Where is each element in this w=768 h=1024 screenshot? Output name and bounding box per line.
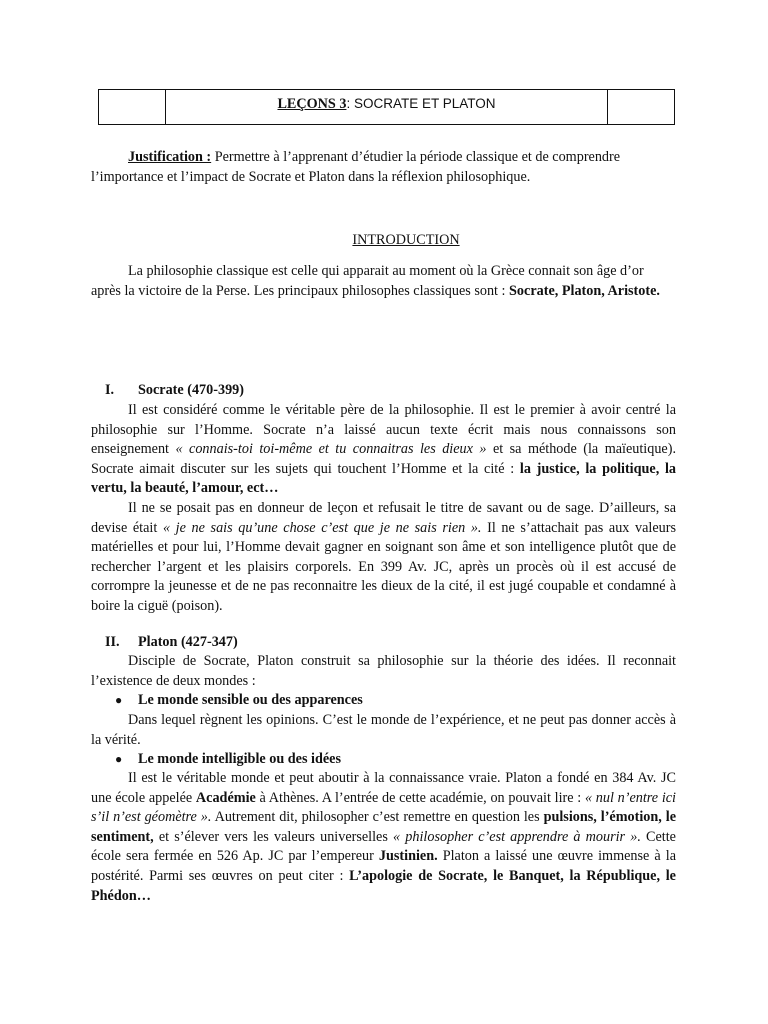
- b2-quote2: « philosopher c’est apprendre à mourir ».: [393, 828, 641, 845]
- title-table: [98, 89, 675, 125]
- title-cell-right: [608, 90, 675, 125]
- bullet-1-title: Le monde sensible ou des apparences: [138, 692, 363, 708]
- justification-label: Justification :: [128, 149, 212, 165]
- bullet-2-title: Le monde intelligible ou des idées: [138, 751, 341, 767]
- s1-p1-b: et sa méthode (la maïeutique). Socrate aimait discuter sur les sujets qui touchent l’Homme et la cité :: [91, 441, 676, 477]
- bullet-2-dot: ●: [115, 752, 123, 766]
- bullet-2-body: [91, 769, 676, 906]
- section-1-number: I.: [105, 382, 115, 398]
- section-1-heading: [105, 381, 244, 401]
- title-cell-left: [99, 90, 166, 125]
- s1-p1-bold: la justice, la politique, la vertu, la beauté, l’amour, ect…: [91, 460, 677, 497]
- s1-p1-quote: « connais-toi toi-même et tu connaitras les dieux »: [175, 441, 487, 458]
- introduction-text: La philosophie classique est celle qui apparait au moment où la Grèce connait son âge d’or après la victoire de la Perse. Les principaux philosophes classiques sont :: [91, 263, 644, 299]
- b2-a: Il est le véritable monde et peut aboutir à la connaissance vraie. Platon a fondé en 384 Av. JC une école appelée: [91, 770, 676, 806]
- bullet-1-text: Dans lequel règnent les opinions. C’est le monde de l’expérience, et ne peut pas donner accès à la vérité.: [91, 712, 676, 748]
- introduction-names: Socrate, Platon, Aristote.: [509, 282, 660, 299]
- s1-p2-quote: « je ne sais qu’une chose c’est que je ne sais rien ».: [162, 519, 482, 536]
- b2-works: L’apologie de Socrate, le Banquet, la République, le Phédon…: [91, 867, 676, 904]
- justification-paragraph: [91, 148, 676, 187]
- s1-p1-a: Il est considéré comme le véritable père de la philosophie. Il est le premier à avoir centré la philosophie sur l’Homme. Socrate n’a laissé aucun texte écrit mais nous connaissons son enseignement: [91, 402, 676, 458]
- s2-intro-text: Disciple de Socrate, Platon construit sa philosophie sur la théorie des idées. Il reconnait l’existence de deux mondes :: [91, 653, 676, 689]
- section-2-heading: [105, 633, 238, 653]
- justification-text-1: Permettre à l’apprenant d’étudier la période classique et de comprendre: [211, 149, 621, 165]
- introduction-heading: INTRODUCTION: [352, 232, 460, 248]
- bullet-2: [115, 750, 341, 770]
- bullet-1-body: [91, 711, 676, 750]
- s1-p2-a: Il ne se posait pas en donneur de leçon et refusait le titre de savant ou de sage. D’ailleurs, sa devise était: [91, 499, 676, 536]
- lesson-number: LEÇONS 3: [277, 96, 347, 112]
- b2-b: à Athènes. A l’entrée de cette académie, on pouvait lire :: [255, 789, 585, 806]
- b2-e: Cette école sera fermée en 526 Ap. JC par l’empereur: [91, 828, 676, 865]
- b2-bold1: pulsions, l’émotion, le sentiment,: [91, 809, 677, 845]
- section-1-title: Socrate (470-399): [138, 382, 244, 398]
- section-2-intro: [91, 652, 676, 691]
- b2-d: et s’élever vers les valeurs universelles: [153, 828, 394, 845]
- b2-justinien: Justinien.: [378, 848, 438, 865]
- introduction-paragraph: [91, 262, 676, 301]
- b2-quote1: « nul n’entre ici s’il n’est géomètre ».: [91, 789, 676, 826]
- title-cell-center: [166, 90, 608, 125]
- section-2-number: II.: [105, 634, 120, 650]
- justification-text-2: l’importance et l’impact de Socrate et Platon dans la réflexion philosophique.: [91, 168, 531, 185]
- b2-academie: Académie: [195, 789, 256, 806]
- lesson-subject: SOCRATE ET PLATON: [350, 96, 496, 111]
- section-1-body: [91, 401, 676, 617]
- b2-f: Platon a laissé une œuvre immense à la postérité. Parmi ses œuvres on peut citer :: [91, 848, 677, 884]
- section-2-title: Platon (427-347): [138, 634, 238, 650]
- bullet-1: [115, 691, 363, 711]
- b2-c: Autrement dit, philosopher c’est remettre en question les: [211, 809, 544, 826]
- s1-p2-b: Il ne s’attachait pas aux valeurs matérielles et pour lui, l’Homme devait gagner en soignant son âme et son intelligence plutôt que de rechercher l’argent et les plaisirs corporels. En 399 Av. JC, après un procès où il est accusé de corrompre la jeunesse et de ne pas reconnaitre les dieux de la cité, il est jugé coupable et condamné à boire la ciguë (poison).: [91, 519, 676, 614]
- bullet-1-dot: ●: [115, 693, 123, 707]
- title-colon: :: [346, 96, 351, 111]
